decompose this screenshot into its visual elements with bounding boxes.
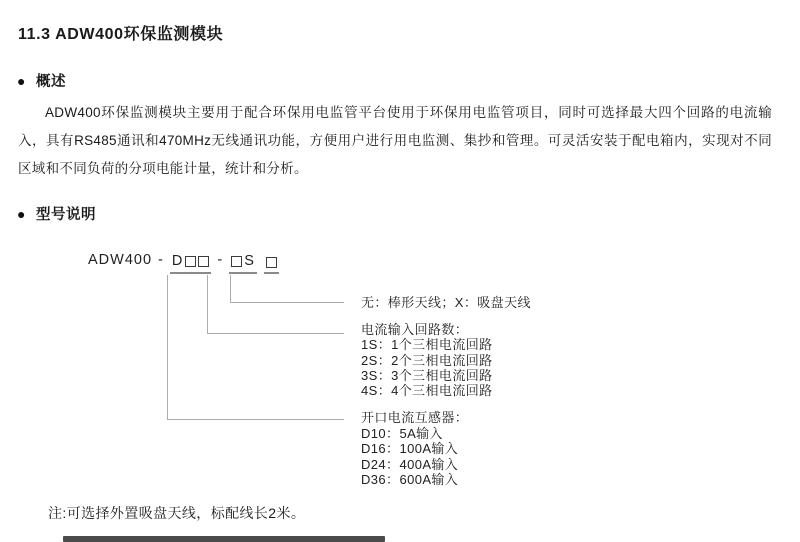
model-heading	[17, 203, 96, 224]
connector-hline-loops	[207, 333, 344, 334]
callout-line: D24：400A输入	[361, 456, 459, 472]
model-code-dash: -	[217, 252, 224, 268]
footnote: 注:可选择外置吸盘天线，标配线长2米。	[48, 505, 306, 521]
model-code	[88, 252, 279, 274]
overview-paragraph: ADW400环保监测模块主要用于配合环保用电监管平台使用于环保用电监管项目，同时可选择最大四个回路的电流输入，具有RS485通讯和470MHz无线通讯功能，方便用户进行用电监测、集抄和管理。可灵活安装于配电箱内，实现对不同区域和不同负荷的分项电能计量，统计和分析。	[18, 105, 772, 176]
connector-vline-antenna	[230, 275, 231, 302]
callout-antenna-option	[361, 295, 531, 310]
callout-current-input-loops	[361, 322, 493, 398]
bullet-icon: ●	[17, 72, 26, 89]
page-title: 11.3 ADW400环保监测模块	[18, 26, 224, 43]
callout-line: 开口电流互感器：	[361, 410, 469, 425]
bullet-icon: ●	[17, 205, 26, 222]
model-segment-ct	[170, 255, 211, 274]
callout-line: 2S：2个三相电流回路	[361, 352, 493, 368]
overview-heading	[17, 70, 66, 91]
callout-line: D36：600A输入	[361, 472, 459, 487]
model-digit-box	[266, 257, 277, 268]
model-segment-antenna	[264, 257, 279, 274]
connector-vline-loops	[207, 275, 208, 333]
model-letter-s: S	[244, 253, 255, 269]
callout-open-type-ct	[361, 410, 468, 488]
model-digit-box	[185, 256, 196, 267]
model-letter-d: D	[171, 253, 184, 269]
connector-hline-ct	[167, 419, 344, 420]
callout-line: D10：5A输入	[361, 425, 443, 441]
overview-heading-label: 概述	[35, 74, 66, 90]
model-digit-box	[231, 256, 242, 267]
callout-line: 3S：3个三相电流回路	[361, 367, 493, 383]
connector-hline-antenna	[230, 302, 344, 303]
callout-line: 4S：4个三相电流回路	[361, 383, 493, 399]
model-segment-loops	[229, 255, 257, 274]
callout-line: 1S：1个三相电流回路	[361, 337, 493, 353]
model-digit-box	[198, 256, 209, 267]
model-code-dash: -	[158, 252, 164, 268]
page-bottom-cutoff-bar	[63, 536, 385, 542]
callout-line: D16：100A输入	[361, 441, 459, 456]
model-code-prefix: ADW400	[88, 252, 153, 268]
callout-line: 电流输入回路数：	[361, 322, 469, 337]
callout-line: 无：棒形天线；X：吸盘天线	[361, 295, 531, 310]
model-heading-label: 型号说明	[35, 207, 96, 223]
connector-vline-ct	[167, 275, 168, 419]
